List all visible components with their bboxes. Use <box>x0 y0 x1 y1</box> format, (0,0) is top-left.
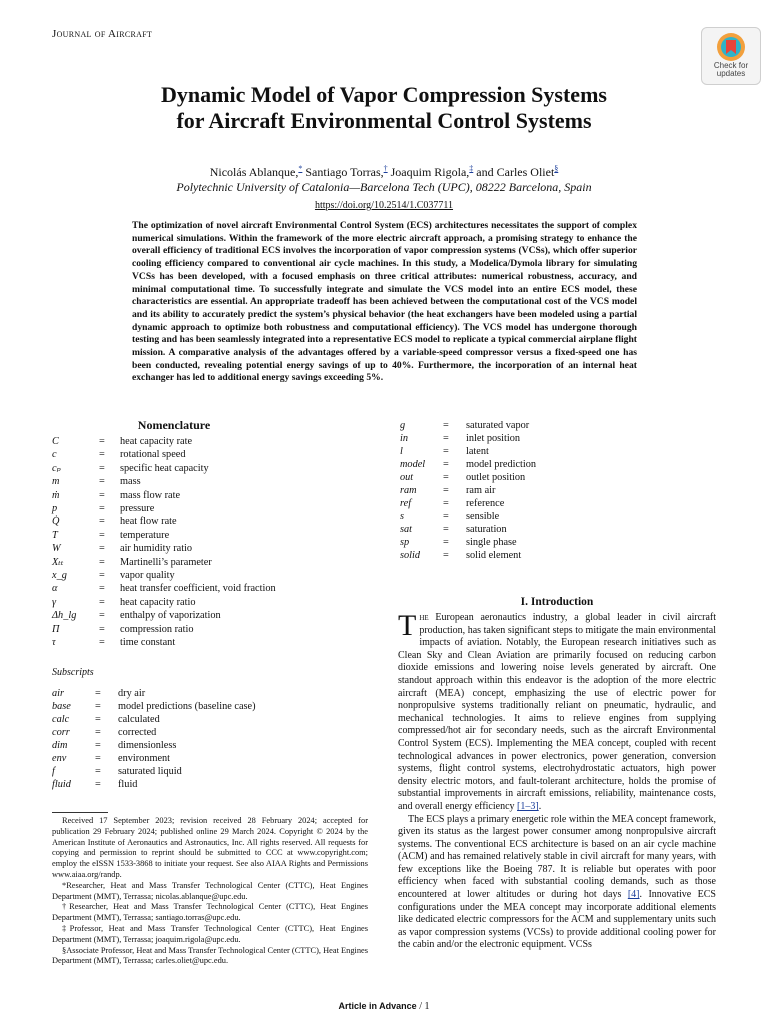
definition: solid element <box>466 550 522 561</box>
definition: air humidity ratio <box>120 543 193 555</box>
paragraph-text: European aeronautics industry, a global leader in civil aircraft production, has taken significant steps to mitigate the main environmental impacts of aviation. Notably, the European research initiatives such as Clean Sky and Clean Aviation are primarily focused on reducing carbon dioxide emissions and lowering noise levels generated by aircraft. One standout approach within this endeavor is the adoption of the more electric aircraft (MEA) concept, emphasizing the use of electric power for nonpropulsive systems traditionally reliant on pneumatic, hydraulic, and mechanical technologies. It aims to relieve engines from supplying compressed/hot air for secondary needs, such as the aircraft Environmental Control System (ECS). Implementing the MEA concept, coupled with recent technological advances in power electronics, power generation, conversion systems, flight control systems, electrohydrostatic actuators, high power density electric motors, and fault-tolerant architecture, holds the promise of substantial improvements in aircraft emissions, reliability, maintenance costs, and overall energy efficiency <box>398 612 716 812</box>
definition: time constant <box>120 637 176 648</box>
definition: ram air <box>466 485 496 496</box>
check-updates-icon <box>716 32 746 62</box>
equals-sign: = <box>443 472 449 483</box>
symbol: g <box>400 420 406 431</box>
equals-sign: = <box>443 446 449 457</box>
definition: specific heat capacity <box>120 462 209 474</box>
definition: dry air <box>118 688 146 699</box>
footnote-received: Received 17 September 2023; revision received 28 February 2024; accepted for publication 29 February 2024; published online 29 March 2024. Copyright © 2024 by the American Institute of Aeronautics and Astronautics, Inc. All rights reserved. All requests for copying and permission to reprint should be submitted to CCC at www.copyright.com; employ the eISSN 1533-3868 to initiate your request. See also AIAA Rights and Permissions www.aiaa.org/randp. <box>52 816 368 879</box>
symbol: Q̇ <box>52 516 60 528</box>
equals-sign: = <box>95 753 101 764</box>
title-line-1: Dynamic Model of Vapor Compression Systems <box>161 82 607 107</box>
badge-line-2: updates <box>716 69 746 78</box>
equals-sign: = <box>443 459 449 470</box>
equals-sign: = <box>99 637 105 648</box>
author-list <box>60 164 708 180</box>
symbol: out <box>400 472 414 483</box>
check-for-updates-badge[interactable] <box>701 27 761 85</box>
intro-paragraph-2 <box>398 814 716 953</box>
definition: compression ratio <box>120 623 194 635</box>
equals-sign: = <box>99 503 105 514</box>
symbol: γ <box>52 596 57 608</box>
author-mark[interactable]: * <box>298 164 303 173</box>
symbol: solid <box>400 550 421 561</box>
equals-sign: = <box>95 740 101 751</box>
footnote-author-1: *Researcher, Heat and Mass Transfer Technological Center (CTTC), Heat Engines Department (MMT), Terrassa; nicolas.ablanque@upc.edu. <box>52 880 368 901</box>
author-name: Santiago Torras, <box>302 165 384 179</box>
definition: saturated liquid <box>118 766 182 777</box>
definition: rotational speed <box>120 449 186 461</box>
footer-separator: / <box>419 1001 422 1012</box>
definition: mass flow rate <box>120 489 181 501</box>
symbol: calc <box>52 714 70 725</box>
equals-sign: = <box>99 516 105 528</box>
page-number: 1 <box>424 1001 430 1012</box>
footnote-rule <box>52 812 108 813</box>
symbol: C <box>52 436 59 447</box>
footnote-author-2: †Researcher, Heat and Mass Transfer Technological Center (CTTC), Heat Engines Department (MMT), Terrassa; santiago.torras@upc.edu. <box>52 902 368 923</box>
symbol: τ <box>52 637 56 648</box>
symbol: base <box>52 701 71 712</box>
citation-link[interactable]: [4] <box>627 889 640 901</box>
section-heading-introduction: I. Introduction <box>520 596 594 608</box>
definition: saturated vapor <box>466 420 530 431</box>
definition: heat capacity ratio <box>120 596 196 608</box>
definition: single phase <box>466 537 517 548</box>
affiliation: Polytechnic University of Catalonia—Barcelona Tech (UPC), 08222 Barcelona, Spain <box>176 180 592 194</box>
symbol: model <box>400 459 426 470</box>
symbol: T <box>52 529 58 541</box>
definition: pressure <box>120 503 155 514</box>
author-mark[interactable]: † <box>383 164 388 173</box>
definition: temperature <box>120 529 170 541</box>
equals-sign: = <box>99 529 105 541</box>
symbol: f <box>52 766 55 777</box>
definition: model predictions (baseline case) <box>118 701 256 712</box>
symbol: fluid <box>52 779 71 790</box>
definition: calculated <box>118 714 160 725</box>
definition: Martinelli’s parameter <box>120 556 212 568</box>
definition: corrected <box>118 727 157 738</box>
equals-sign: = <box>443 550 449 561</box>
citation-link[interactable]: [1–3] <box>517 800 539 812</box>
subscripts-list-right <box>400 419 700 569</box>
symbol: Π <box>52 623 60 635</box>
title-line-2: for Aircraft Environmental Control Systems <box>176 108 592 133</box>
doi-link[interactable]: https://doi.org/10.2514/1.C037711 <box>314 200 454 211</box>
equals-sign: = <box>443 498 449 509</box>
definition: enthalpy of vaporization <box>120 610 221 622</box>
symbol: corr <box>52 727 70 738</box>
equals-sign: = <box>443 433 449 444</box>
journal-name: Journal of Aircraft <box>52 28 153 40</box>
definition: dimensionless <box>118 740 177 751</box>
author-name: Joaquim Rigola, <box>387 165 470 179</box>
equals-sign: = <box>99 462 105 474</box>
equals-sign: = <box>443 537 449 548</box>
definition: mass <box>120 476 141 488</box>
symbol: α <box>52 583 58 595</box>
equals-sign: = <box>95 766 101 777</box>
footnote-author-4: §Associate Professor, Heat and Mass Transfer Technological Center (CTTC), Heat Engines Department (MMT), Terrassa; carles.oliet@upc.edu. <box>52 945 368 966</box>
paragraph-text: The ECS plays a primary energetic role within the MEA concept framework, given its status as the largest power consumer among nonpropulsive aircraft systems. The conventional ECS architecture is based on an air cycle machine (ACM) and has remained relatively stable in civil aircraft for many years, with few exceptions like the Boeing 787. It is reliable but operates with poor efficiency when faced with substantial cooling demands, such as those encountered at lower altitudes or during hot days <box>398 813 716 901</box>
symbol: s <box>400 511 405 522</box>
definition: vapor quality <box>120 570 175 581</box>
symbol: c <box>52 449 57 461</box>
drop-cap: T <box>398 609 417 642</box>
equals-sign: = <box>99 570 105 581</box>
equals-sign: = <box>99 610 105 622</box>
intro-paragraph-1 <box>398 609 716 814</box>
equals-sign: = <box>95 779 101 790</box>
equals-sign: = <box>99 449 105 461</box>
definition: heat capacity rate <box>120 436 193 447</box>
footnote-author-3: ‡Professor, Heat and Mass Transfer Technological Center (CTTC), Heat Engines Department (MMT), Terrassa; joaquim.rigola@upc.edu. <box>52 923 368 944</box>
equals-sign: = <box>99 489 105 501</box>
definition: model prediction <box>466 459 537 470</box>
equals-sign: = <box>95 688 101 699</box>
symbol: sat <box>400 524 413 535</box>
symbol: m <box>52 476 60 488</box>
symbol: x_g <box>52 570 67 581</box>
equals-sign: = <box>99 583 105 595</box>
symbol: ram <box>400 485 417 496</box>
symbol: Xₜₜ <box>52 556 64 568</box>
equals-sign: = <box>99 623 105 635</box>
equals-sign: = <box>99 596 105 608</box>
introduction-body <box>398 609 716 952</box>
definition: fluid <box>118 779 138 790</box>
definition: saturation <box>466 524 507 535</box>
symbol: in <box>400 433 409 444</box>
symbol: W <box>52 543 61 555</box>
equals-sign: = <box>99 436 105 447</box>
author-mark[interactable]: ‡ <box>469 164 474 173</box>
definition: outlet position <box>466 472 526 483</box>
definition: latent <box>466 446 489 457</box>
footer-label: Article in Advance <box>338 1001 417 1011</box>
symbol: air <box>52 688 65 699</box>
page-footer <box>0 1001 768 1012</box>
equals-sign: = <box>443 485 449 496</box>
definition: heat flow rate <box>120 516 177 528</box>
equals-sign: = <box>95 701 101 712</box>
author-mark[interactable]: § <box>554 164 559 173</box>
symbol: ref <box>400 498 412 509</box>
equals-sign: = <box>443 524 449 535</box>
footnotes <box>52 816 368 967</box>
equals-sign: = <box>99 543 105 555</box>
subscripts-list-left <box>52 687 352 797</box>
equals-sign: = <box>443 420 449 431</box>
symbol: env <box>52 753 67 764</box>
paragraph-text: . Innovative ECS configurations under the MEA concept may incorporate additional elements like dedicated electric compressors for the ACM and supplementary units such as vapor compression systems (VCSs) to provide additional cooling power for the cabin and/or the electronic equipment. VCSs <box>398 889 716 951</box>
definition: sensible <box>466 511 500 522</box>
definition: environment <box>118 753 171 764</box>
symbol: dim <box>52 740 68 751</box>
lead-word: he <box>419 612 429 623</box>
symbol: ṁ <box>52 489 60 501</box>
badge-line-1: Check for <box>713 61 749 70</box>
symbol: sp <box>400 537 410 548</box>
paper-title <box>60 82 708 134</box>
equals-sign: = <box>99 556 105 568</box>
definition: reference <box>466 498 505 509</box>
symbol: Δh_lg <box>52 610 77 622</box>
subscripts-heading: Subscripts <box>52 667 94 678</box>
author-name: and Carles Oliet <box>473 165 555 179</box>
definition: heat transfer coefficient, void fraction <box>120 583 276 595</box>
symbol: p <box>52 503 58 514</box>
equals-sign: = <box>95 714 101 725</box>
nomenclature-heading: Nomenclature <box>137 418 211 432</box>
equals-sign: = <box>95 727 101 738</box>
nomenclature-list <box>52 435 352 665</box>
definition: inlet position <box>466 433 521 444</box>
symbol: cₚ <box>52 462 61 474</box>
author-name: Nicolás Ablanque, <box>209 165 299 179</box>
paragraph-text: . <box>538 800 542 812</box>
equals-sign: = <box>99 476 105 488</box>
symbol: l <box>400 446 403 457</box>
doi <box>60 200 708 211</box>
abstract: The optimization of novel aircraft Environmental Control System (ECS) architectures necessitates the support of complex numerical simulations. Within the framework of the more electric aircraft approach, a promising strategy to enhance the overall efficiency of traditional ECS involves the incorporation of vapor compression systems (VCSs), which offer superior cooling efficiency compared to conventional air cycle machines. In this study, a Modelica/Dymola library for simulating VCSs has been developed, with a focused emphasis on three critical attributes: numerical robustness, accuracy, and minimal computational time. To successfully integrate and simulate the VCS model into an entire ECS model, these characteristics are essential. An appropriate tradeoff has been achieved between the computational cost of the VCS model and its ability to accurately predict the system’s physical behavior (the heat exchangers have been modeled using a partial dynamic approach to optimize both robustness and computational efficiency). The VCS model has undergone thorough testing and has been seamlessly integrated into a representative ECS model to replicate a typical commercial airplane flight mission. A comparative analysis of the advantages offered by a variable-speed compressor versus a fixed-speed one has been conducted, revealing potential energy savings of up to 40%. Furthermore, the incorporation of an internal heat exchanger has led to additional energy savings exceeding 5%. <box>132 220 637 384</box>
equals-sign: = <box>443 511 449 522</box>
